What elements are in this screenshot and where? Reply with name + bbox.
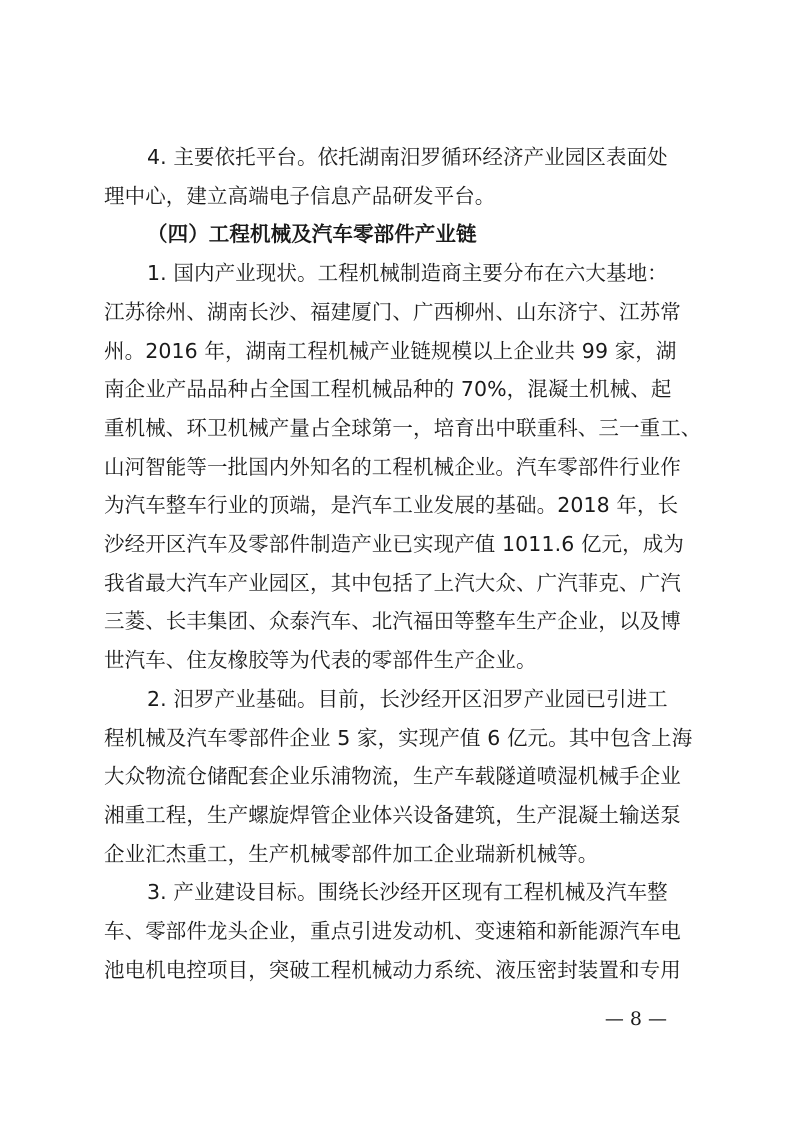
body-text — [104, 138, 702, 989]
text-line: 山河智能等一批国内外知名的工程机械企业。汽车零部件行业作 — [104, 454, 681, 479]
text-line: 州。2016 年，湖南工程机械产业链规模以上企业共 99 家，湖 — [104, 338, 677, 363]
section-heading-text: （四）工程机械及汽车零部件产业链 — [147, 222, 477, 247]
text-line: 2. 汨罗产业基础。目前，长沙经开区汨罗产业园已引进工 — [147, 686, 668, 711]
text-line: 湘重工程，生产螺旋焊管企业体兴设备建筑，生产混凝土输送泵 — [104, 802, 681, 827]
text-line: 1. 国内产业现状。工程机械制造商主要分布在六大基地： — [147, 261, 668, 286]
text-line: 3. 产业建设目标。围绕长沙经开区现有工程机械及汽车整 — [147, 880, 668, 905]
text-line: 我省最大汽车产业园区，其中包括了上汽大众、广汽菲克、广汽 — [104, 570, 681, 595]
paragraph-domestic-status — [104, 254, 702, 680]
text-line: 理中心，建立高端电子信息产品研发平台。 — [104, 183, 496, 208]
paragraph-construction-goals — [104, 873, 690, 989]
text-line: 池电机电控项目，突破工程机械动力系统、液压密封装置和专用 — [104, 957, 681, 982]
text-line: 企业汇杰重工，生产机械零部件加工企业瑞新机械等。 — [104, 841, 599, 866]
text-line: 三菱、长丰集团、众泰汽车、北汽福田等整车生产企业，以及博 — [104, 609, 681, 634]
text-line: 沙经开区汽车及零部件制造产业已实现产值 1011.6 亿元，成为 — [104, 532, 684, 557]
text-line: 为汽车整车行业的顶端，是汽车工业发展的基础。2018 年，长 — [104, 493, 679, 518]
page-number-text: — 8 — — [604, 1008, 667, 1030]
text-line: 车、零部件龙头企业，重点引进发动机、变速箱和新能源汽车电 — [104, 919, 681, 944]
text-line: 南企业产品品种占全国工程机械品种的 70%，混凝土机械、起 — [104, 377, 672, 402]
paragraph-main-platform — [104, 138, 690, 215]
section-heading — [104, 215, 690, 254]
text-line: 重机械、环卫机械产量占全球第一，培育出中联重科、三一重工、 — [104, 415, 702, 440]
text-line: 大众物流仓储配套企业乐浦物流，生产车载隧道喷湿机械手企业 — [104, 764, 681, 789]
text-line: 4. 主要依托平台。依托湖南汨罗循环经济产业园区表面处 — [147, 145, 668, 169]
paragraph-miluo-foundation — [104, 680, 693, 874]
page-number — [0, 1008, 793, 1030]
text-line: 江苏徐州、湖南长沙、福建厦门、广西柳州、山东济宁、江苏常 — [104, 299, 681, 324]
text-line: 世汽车、住友橡胶等为代表的零部件生产企业。 — [104, 648, 537, 673]
text-line: 程机械及汽车零部件企业 5 家，实现产值 6 亿元。其中包含上海 — [104, 725, 693, 750]
